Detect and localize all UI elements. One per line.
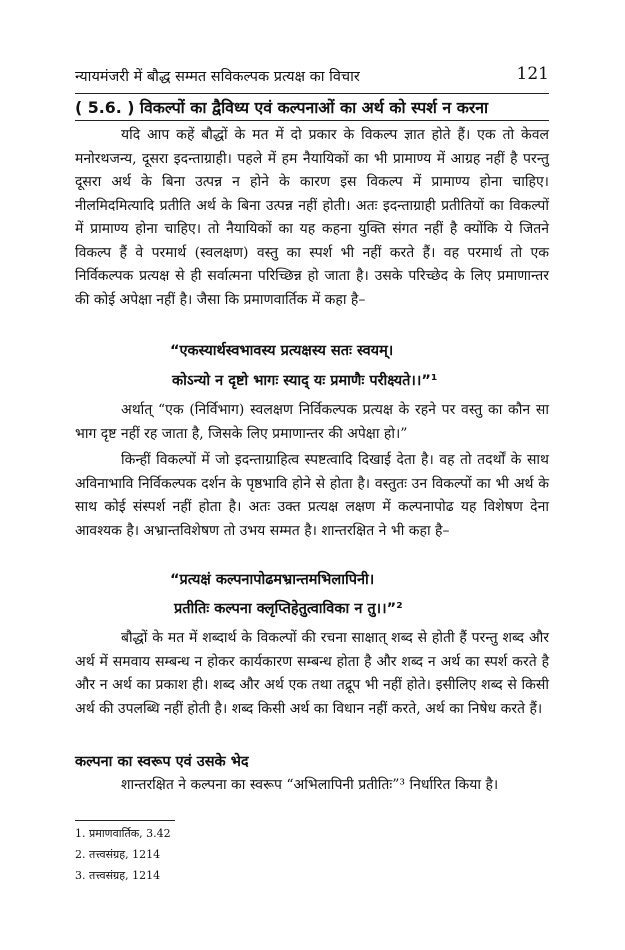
page-number: 121 bbox=[516, 64, 549, 84]
running-header-title: न्यायमंजरी में बौद्ध सम्मत सविकल्पक प्रत्यक्ष का विचार bbox=[75, 69, 360, 85]
footnote-1: 1. प्रमाणवार्तिक, 3.42 bbox=[75, 827, 171, 840]
paragraph-3: किन्हीं विकल्पों में जो इदन्ताग्राहित्व स्पष्टत्वादि दिखाई देता है। वह तो तदर्थों के साथ अविनाभावि निर्विकल्पक दर्शन के पृष्ठभावि होने से होता है। वस्तुतः उन विकल्पों का भी अर्थ के साथ कोई संस्पर्श नहीं होता है। अतः उक्त प्रत्यक्ष लक्षण में कल्पनापोढ यह विशेषण देना आवश्यक है। अभ्रान्तविशेषण तो उभय सम्मत है। शान्तरक्षित ने भी कहा है– bbox=[75, 452, 549, 539]
subheading: कल्पना का स्वरूप एवं उसके भेद bbox=[75, 754, 249, 770]
section-heading: ( 5.6. ) विकल्पों का द्वैविध्य एवं कल्पनाओं का अर्थ को स्पर्श न करना bbox=[75, 98, 489, 117]
verse-1-line-2: कोऽन्यो न दृष्टो भागः स्याद् यः प्रमाणैः परीक्ष्यते।।”¹ bbox=[172, 373, 438, 389]
paragraph-2: अर्थात् “एक (निर्विभाग) स्वलक्षण निर्विकल्पक प्रत्यक्ष के रहने पर वस्तु का कौन सा भाग दृष्ट नहीं रह जाता है, जिसके लिए प्रमाणान्तर की अपेक्षा हो।” bbox=[75, 402, 549, 442]
section-heading-underline bbox=[75, 120, 549, 121]
verse-2-line-2: प्रतीतिः कल्पना क्लृप्तिहेतुत्वाविका न तु।।”² bbox=[174, 601, 403, 617]
paragraph-1: यदि आप कहें बौद्धों के मत में दो प्रकार के विकल्प ज्ञात होते हैं। एक तो केवल मनोरथजन्य, दूसरा इदन्ताग्राही। पहले में हम नैयायिकों का भी प्रामाण्य में आग्रह नहीं है परन्तु दूसरा अर्थ के बिना उत्पन्न न होने के कारण इस विकल्प में प्रामाण्य होना चाहिए। नीलमिदमित्यादि प्रतीति अर्थ के बिना उत्पन्न नहीं होती। अतः इदन्ताग्राही प्रतीतियों का विकल्पों में प्रामाण्य होना चाहिए। तो नैयायिकों का यह कहना युक्ति संगत नहीं है क्योंकि ये जितने विकल्प हैं वे परमार्थ (स्वलक्षण) वस्तु का स्पर्श भी नहीं करते हैं। वह परमार्थ तो एक निर्विकल्पक प्रत्यक्ष से ही सर्वात्मना परिच्छिन्न हो जाता है। उसके परिच्छेद के लिए प्रमाणान्तर की कोई अपेक्षा नहीं है। जैसा कि प्रमाणवार्तिक में कहा है– bbox=[75, 127, 549, 308]
verse-1-line-1: “एकस्यार्थस्वभावस्य प्रत्यक्षस्य सतः स्वयम्। bbox=[170, 343, 394, 359]
paragraph-4: बौद्धों के मत में शब्दार्थ के विकल्पों की रचना साक्षात् शब्द से होती हैं परन्तु शब्द और अर्थ में समवाय सम्बन्ध न होकर कार्यकारण सम्बन्ध होता है और शब्द न अर्थ का स्पर्श करते है और न अर्थ का प्रकाश ही। शब्द और अर्थ एक तथा तद्रूप भी नहीं होते। इसीलिए शब्द से किसी अर्थ की उपलब्धि नहीं होती है। शब्द किसी अर्थ का विधान नहीं करते, अर्थ का निषेध करते हैं। bbox=[75, 630, 549, 717]
footnote-rule bbox=[75, 820, 175, 821]
footnote-2: 2. तत्त्वसंग्रह, 1214 bbox=[75, 848, 161, 861]
header-rule bbox=[75, 93, 549, 94]
running-header bbox=[75, 66, 549, 90]
paragraph-5: शान्तरक्षित ने कल्पना का स्वरूप “अभिलापिनी प्रतीतिः”³ निर्धारित किया है। bbox=[121, 777, 499, 793]
verse-2-line-1: “प्रत्यक्षं कल्पनापोढमभ्रान्तमभिलापिनी। bbox=[170, 572, 375, 588]
footnote-3: 3. तत्त्वसंग्रह, 1214 bbox=[75, 869, 161, 882]
